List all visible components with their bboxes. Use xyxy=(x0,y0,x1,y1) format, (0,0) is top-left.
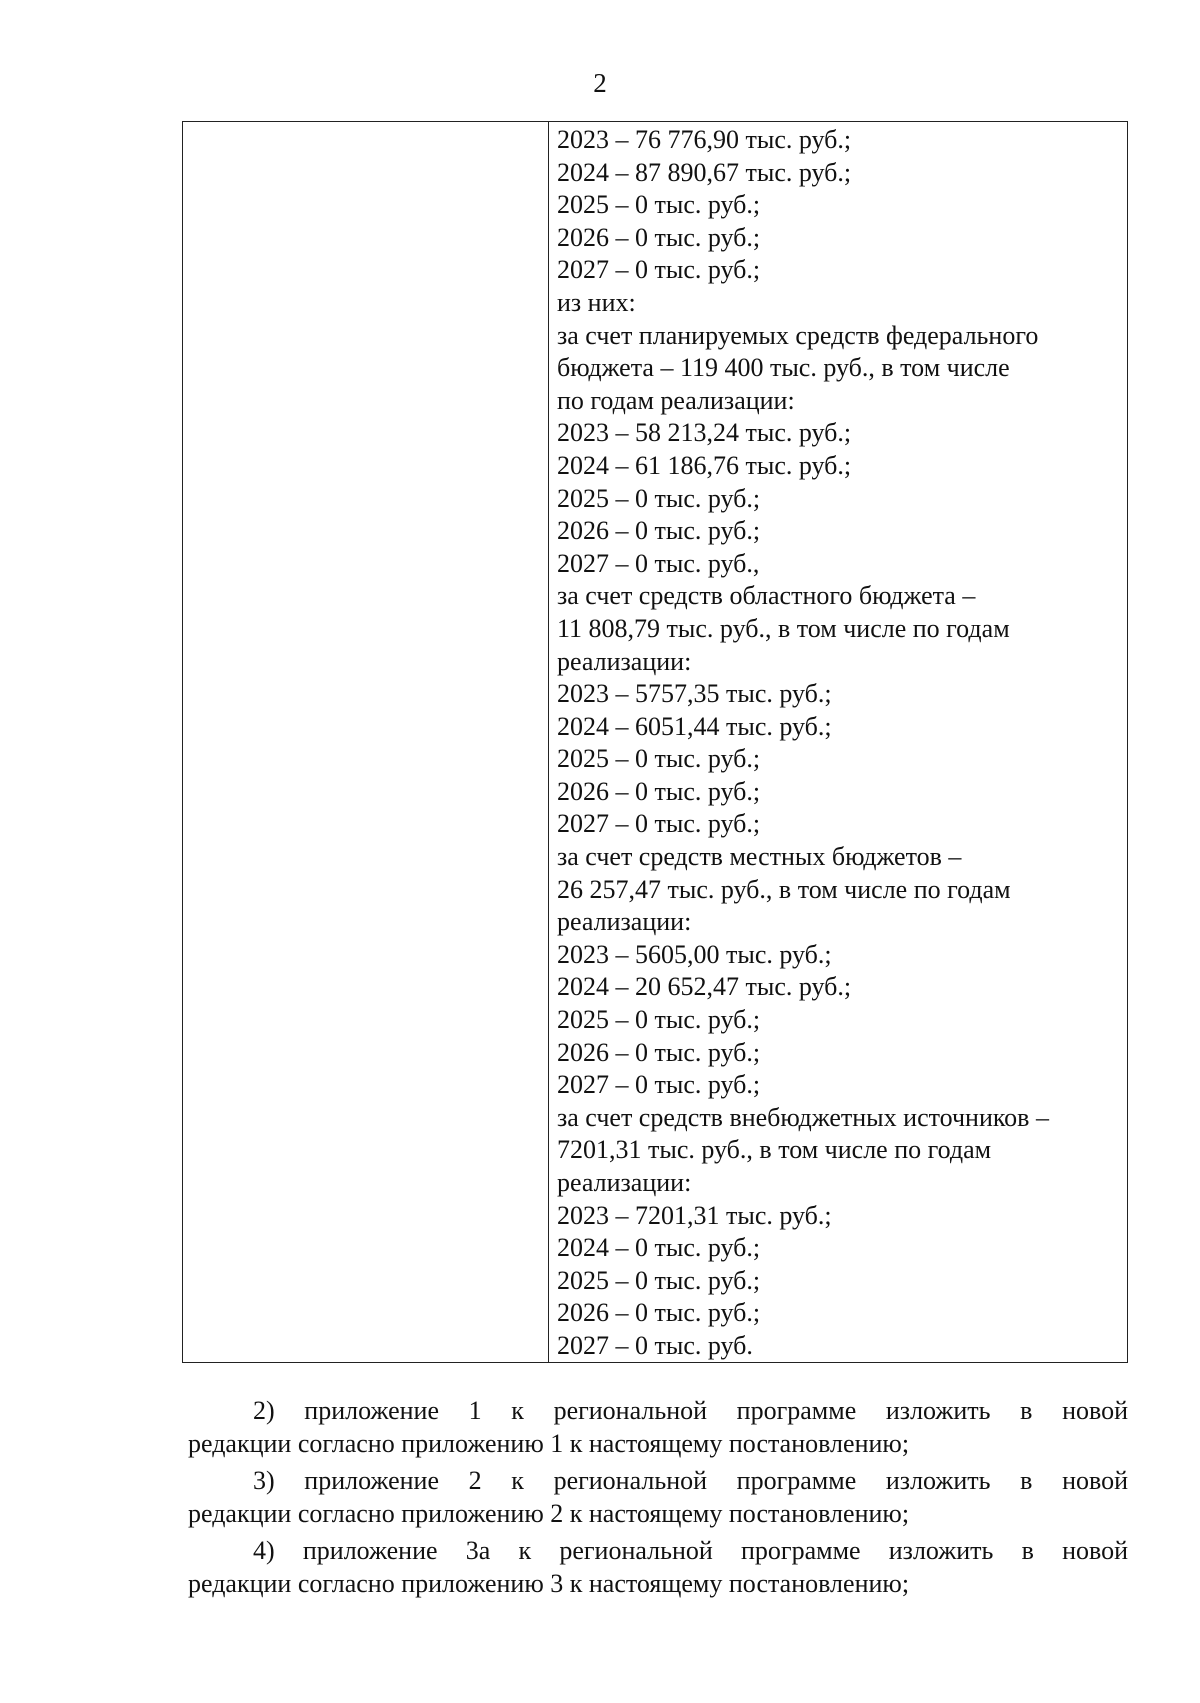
budget-line: 2026 – 0 тыс. руб.; xyxy=(557,1298,761,1328)
budget-line: 2023 – 76 776,90 тыс. руб.; xyxy=(557,125,852,154)
budget-line: 2025 – 0 тыс. руб.; xyxy=(557,190,761,220)
budget-line: 2027 – 0 тыс. руб.; xyxy=(557,1070,761,1100)
amendment-line-first: 2) приложение 1 к региональной программе изложить в новой xyxy=(253,1396,1128,1425)
budget-line: 2024 – 6051,44 тыс. руб.; xyxy=(557,711,832,741)
budget-line: за счет средств областного бюджета – xyxy=(557,581,976,611)
budget-line: 2027 – 0 тыс. руб. xyxy=(557,1330,753,1360)
budget-line: за счет средств внебюджетных источников – xyxy=(557,1102,1049,1132)
budget-line: бюджета – 119 400 тыс. руб., в том числе xyxy=(557,353,1010,383)
budget-line: 2025 – 0 тыс. руб.; xyxy=(557,1265,761,1295)
budget-line: из них: xyxy=(557,287,636,317)
budget-line: 2023 – 5757,35 тыс. руб.; xyxy=(557,679,832,709)
budget-line: 2025 – 0 тыс. руб.; xyxy=(557,1005,761,1035)
budget-line: 2027 – 0 тыс. руб.; xyxy=(557,809,761,839)
amendment-line-second: редакции согласно приложению 3 к настоящему постановлению; xyxy=(188,1569,910,1598)
budget-line: 2024 – 61 186,76 тыс. руб.; xyxy=(557,450,852,480)
budget-line: реализации: xyxy=(557,1168,692,1197)
budget-table xyxy=(182,121,1128,1363)
budget-line: 2024 – 20 652,47 тыс. руб.; xyxy=(557,972,852,1002)
amendments-list xyxy=(188,1394,1128,1604)
budget-line: 2024 – 87 890,67 тыс. руб.; xyxy=(557,157,852,187)
budget-line: 2024 – 0 тыс. руб.; xyxy=(557,1233,761,1263)
budget-line: 2023 – 58 213,24 тыс. руб.; xyxy=(557,418,852,448)
page-number: 2 xyxy=(593,68,607,98)
budget-line: за счет средств местных бюджетов – xyxy=(557,842,962,872)
budget-line: 11 808,79 тыс. руб., в том числе по годам xyxy=(557,613,1010,643)
amendment-line-first: 4) приложение 3а к региональной программе изложить в новой xyxy=(253,1536,1128,1565)
budget-line: 2023 – 5605,00 тыс. руб.; xyxy=(557,939,832,969)
table-column-divider xyxy=(548,122,549,1362)
amendment-paragraph xyxy=(188,1464,1128,1530)
budget-line: реализации: xyxy=(557,907,692,937)
budget-line: 2025 – 0 тыс. руб.; xyxy=(557,483,761,513)
budget-line: 2026 – 0 тыс. руб.; xyxy=(557,776,761,806)
budget-line: за счет планируемых средств федерального xyxy=(557,320,1039,350)
budget-line: 2027 – 0 тыс. руб.; xyxy=(557,255,761,285)
amendment-line-second: редакции согласно приложению 2 к настоящему постановлению; xyxy=(188,1499,910,1528)
budget-line: реализации: xyxy=(557,646,692,676)
budget-line: 2026 – 0 тыс. руб.; xyxy=(557,222,761,252)
amendment-paragraph xyxy=(188,1534,1128,1600)
budget-line: 26 257,47 тыс. руб., в том числе по годам xyxy=(557,874,1011,904)
amendment-line-first: 3) приложение 2 к региональной программе изложить в новой xyxy=(253,1466,1128,1495)
budget-line: 2025 – 0 тыс. руб.; xyxy=(557,744,761,774)
budget-line: 7201,31 тыс. руб., в том числе по годам xyxy=(557,1135,992,1165)
budget-line: по годам реализации: xyxy=(557,385,795,415)
budget-line: 2027 – 0 тыс. руб., xyxy=(557,548,760,578)
amendment-paragraph xyxy=(188,1394,1128,1460)
budget-line: 2023 – 7201,31 тыс. руб.; xyxy=(557,1200,832,1230)
amendment-line-second: редакции согласно приложению 1 к настоящему постановлению; xyxy=(188,1429,910,1458)
budget-lines-list xyxy=(557,124,1117,1363)
budget-line: 2026 – 0 тыс. руб.; xyxy=(557,516,761,546)
budget-line: 2026 – 0 тыс. руб.; xyxy=(557,1037,761,1067)
